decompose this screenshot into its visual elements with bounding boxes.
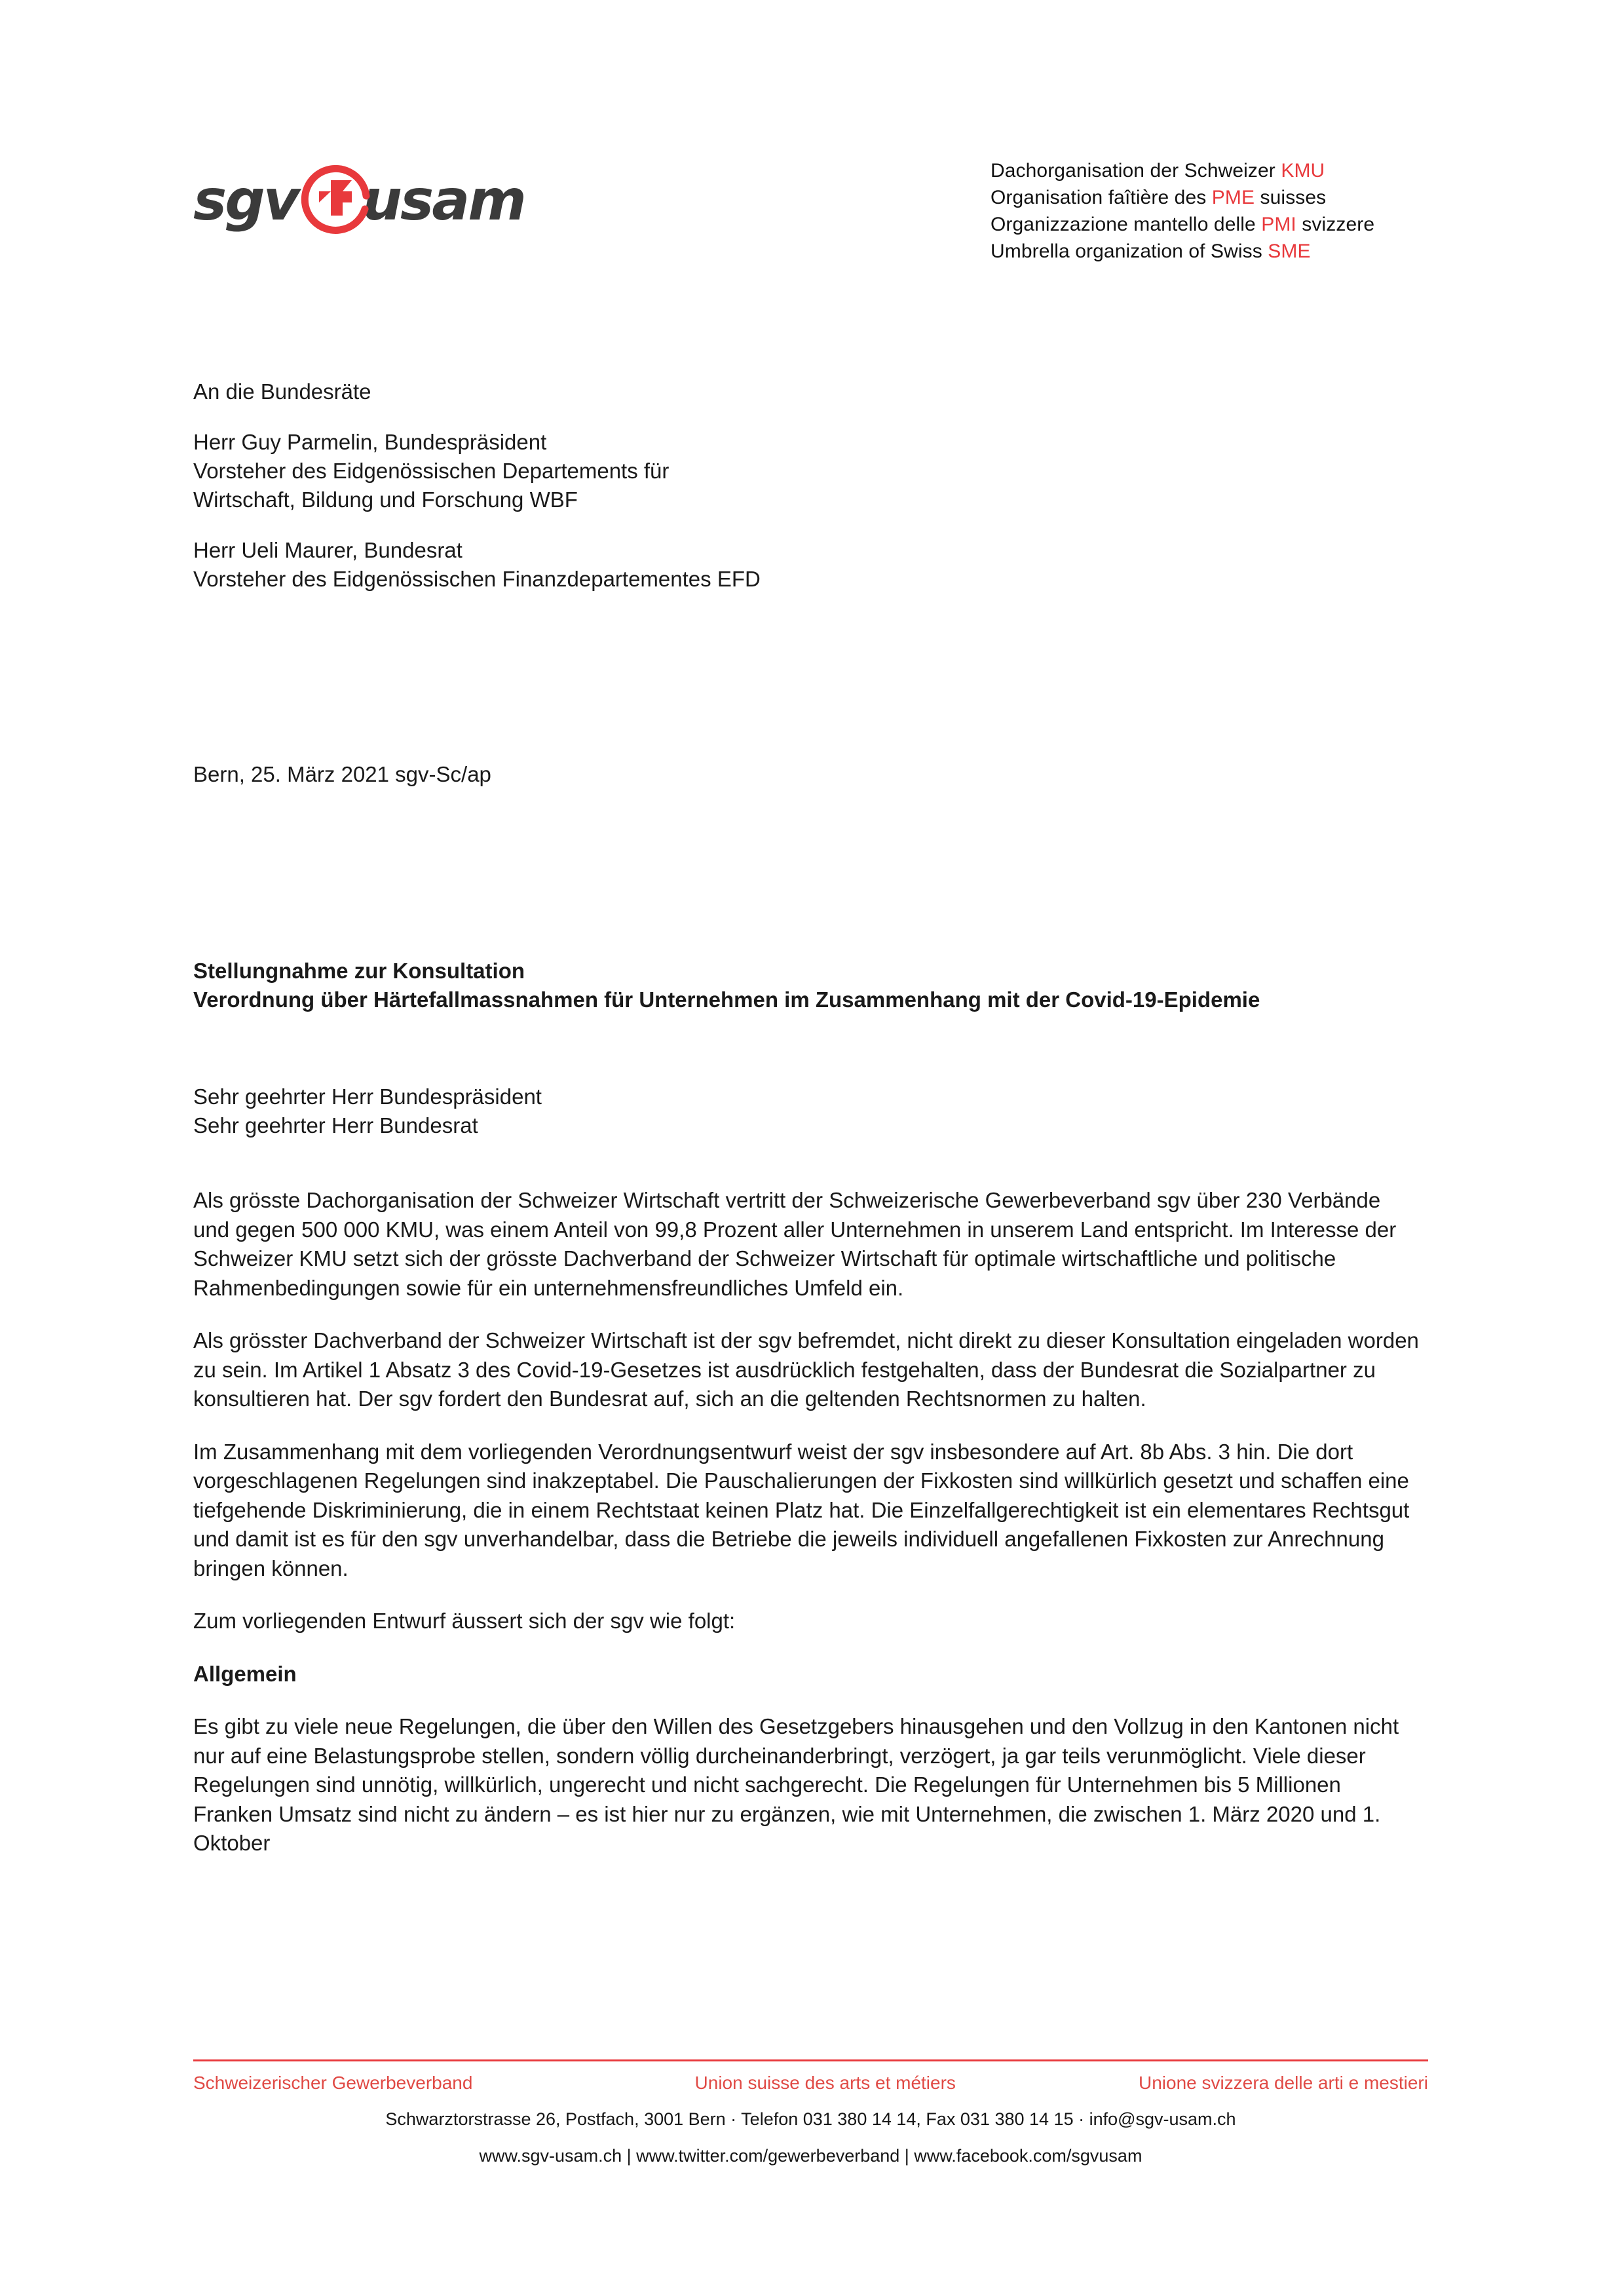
- organization-taglines: [991, 157, 1580, 265]
- tagline-de: Dachorganisation der Schweizer KMU: [991, 160, 1325, 182]
- recipient-block-parmelin: [193, 428, 1422, 514]
- salutation-block: [193, 1082, 1422, 1140]
- tagline-fr: Organisation faîtière des PME suisses: [991, 187, 1327, 208]
- footer-org-de: Schweizerischer Gewerbeverband: [193, 2073, 473, 2093]
- recipient-intro: An die Bundesräte: [193, 379, 371, 404]
- body-paragraphs: [193, 1186, 1422, 1858]
- page-footer: [193, 2059, 1428, 2169]
- sgv-usam-logo: [193, 161, 525, 240]
- recipient-line: Vorsteher des Eidgenössischen Finanzdepartementes EFD: [193, 567, 761, 591]
- subject-line-1: Stellungnahme zur Konsultation: [193, 959, 525, 983]
- tagline-en: Umbrella organization of Swiss SME: [991, 240, 1311, 262]
- date-and-reference-line: Bern, 25. März 2021 sgv-Sc/ap: [193, 762, 491, 786]
- swiss-cross-circle-logo-icon: [297, 162, 374, 239]
- footer-contact-line: Schwarztorstrasse 26, Postfach, 3001 Bern · Telefon 031 380 14 14, Fax 031 380 14 15 · info@sgv-usam.ch: [385, 2109, 1236, 2129]
- body-paragraph: Zum vorliegenden Entwurf äussert sich der sgv wie folgt:: [193, 1609, 736, 1633]
- section-heading-allgemein: Allgemein: [193, 1661, 297, 1686]
- logo-wordmark-sgv: sgv: [193, 168, 298, 233]
- recipient-address-block: [193, 377, 1422, 594]
- recipient-block-maurer: [193, 536, 1422, 594]
- body-paragraph: Als grösste Dachorganisation der Schweizer Wirtschaft vertritt der Schweizerische Gewerbeverband sgv über 230 Verbände und gegen 500 000 KMU, was einem Anteil von 99,8 Prozent aller Unternehmen in unserem Land entspricht. Im Interesse der Schweizer KMU setzt sich der grösste Dachverband der Schweizer Wirtschaft für optimale wirtschaftliche und politische Rahmenbedingungen sowie für ein unternehmensfreundliches Umfeld ein.: [193, 1188, 1397, 1300]
- recipient-line: Wirtschaft, Bildung und Forschung WBF: [193, 488, 578, 512]
- footer-links-line: www.sgv-usam.ch | www.twitter.com/gewerbeverband | www.facebook.com/sgvusam: [479, 2146, 1142, 2166]
- footer-divider: [193, 2059, 1428, 2061]
- footer-org-it: Unione svizzera delle arti e mestieri: [1139, 2073, 1428, 2093]
- body-paragraph: Es gibt zu viele neue Regelungen, die über den Willen des Gesetzgebers hinausgehen und den Vollzug in den Kantonen nicht nur auf eine Belastungsprobe stellen, sondern völlig durcheinanderbringt, verzögert, ja gar teils verunmöglicht. Viele dieser Regelungen sind unnötig, willkürlich, ungerecht und nicht sachgerecht. Die Regelungen für Unternehmen bis 5 Millionen Franken Umsatz sind nicht zu ändern – es ist hier nur zu ergänzen, wie mit Unternehmen, die zwischen 1. März 2020 und 1. Oktober: [193, 1714, 1399, 1855]
- body-paragraph: Im Zusammenhang mit dem vorliegenden Verordnungsentwurf weist der sgv insbesondere auf Art. 8b Abs. 3 hin. Die dort vorgeschlagenen Regelungen sind inakzeptabel. Die Pauschalierungen der Fixkosten sind willkürlich gesetzt und schaffen eine tiefgehende Diskriminierung, die in einem Rechtstaat keinen Platz hat. Die Einzelfallgerechtigkeit ist ein elementares Rechtsgut und damit ist es für den sgv unverhandelbar, dass die Betriebe die jeweils individuell angefallenen Fixkosten zur Anrechnung bringen können.: [193, 1439, 1410, 1580]
- recipient-line: Herr Guy Parmelin, Bundespräsident: [193, 430, 547, 454]
- footer-org-fr: Union suisse des arts et métiers: [694, 2073, 956, 2093]
- letterhead: [0, 0, 1624, 275]
- salutation-line-1: Sehr geehrter Herr Bundespräsident: [193, 1084, 542, 1109]
- recipient-line: Herr Ueli Maurer, Bundesrat: [193, 538, 463, 562]
- tagline-it: Organizzazione mantello delle PMI svizzere: [991, 214, 1375, 235]
- logo-wordmark-usam: usam: [362, 168, 525, 233]
- recipient-line: Vorsteher des Eidgenössischen Departements für: [193, 459, 670, 483]
- subject-line-2: Verordnung über Härtefallmassnahmen für Unternehmen im Zusammenhang mit der Covid-19-Epidemie: [193, 987, 1260, 1012]
- subject-block: [193, 957, 1422, 1014]
- body-paragraph: Als grösster Dachverband der Schweizer Wirtschaft ist der sgv befremdet, nicht direkt zu dieser Konsultation eingeladen worden zu sein. Im Artikel 1 Absatz 3 des Covid-19-Gesetzes ist ausdrücklich festgehalten, dass der Bundesrat die Sozialpartner zu konsultieren hat. Der sgv fordert den Bundesrat auf, sich an die geltenden Rechtsnormen zu halten.: [193, 1328, 1419, 1411]
- footer-organization-names: [193, 2071, 1428, 2095]
- recipient-intro-group: [193, 377, 1422, 406]
- salutation-line-2: Sehr geehrter Herr Bundesrat: [193, 1113, 478, 1138]
